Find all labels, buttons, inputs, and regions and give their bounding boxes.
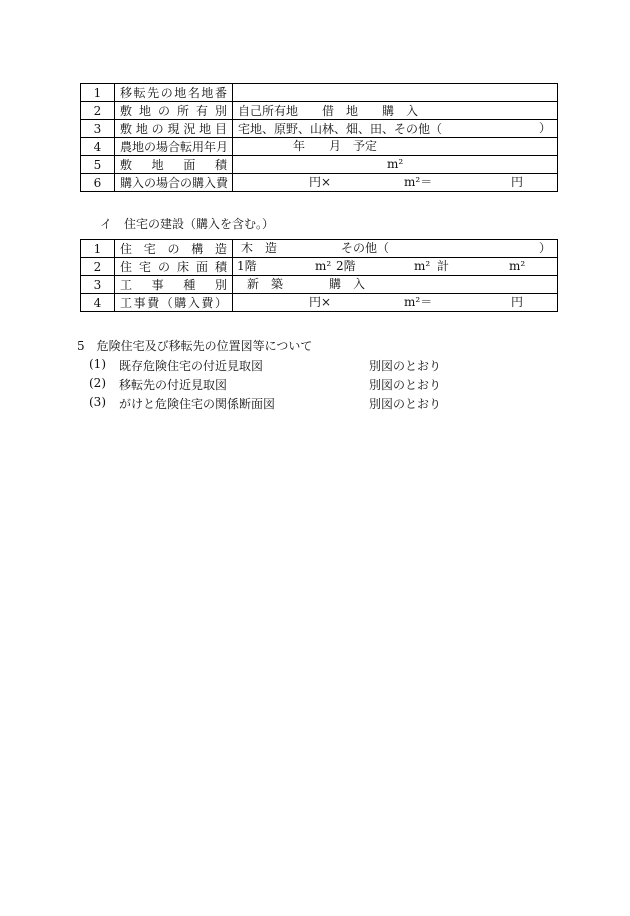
- item-label: 既存危険住宅の付近見取図: [119, 359, 264, 373]
- work-type-field[interactable]: [233, 276, 558, 294]
- section-5-title: 5 危険住宅及び移転先の位置図等について: [77, 339, 313, 353]
- row-number: 4: [81, 294, 115, 312]
- item-reference: 別図のとおり: [369, 397, 442, 411]
- land-category-options: 宅地、原野、山林、畑、田、その他（: [238, 121, 443, 136]
- other-option: その他（: [341, 241, 390, 255]
- table-row: [81, 156, 558, 174]
- construction-cost-field[interactable]: [233, 294, 558, 312]
- table-row: [81, 174, 558, 192]
- table-row: [81, 294, 558, 312]
- unit-m2: m²: [387, 157, 404, 171]
- table-row: [81, 138, 558, 156]
- table-row: [81, 258, 558, 276]
- item-number: (1): [89, 357, 106, 371]
- land-category-field[interactable]: [233, 120, 558, 138]
- row-label: 住宅の床面積: [115, 258, 233, 276]
- yen-unit: 円: [511, 175, 524, 189]
- ownership-options[interactable]: 自己所有地 借 地 購 入: [233, 102, 558, 120]
- table-row: [81, 120, 558, 138]
- m2-equals: m²＝: [404, 295, 433, 309]
- item-number: (3): [89, 395, 106, 409]
- row-label: 農地の場合転用年月: [115, 138, 233, 156]
- row-number: 1: [81, 84, 115, 102]
- row-number: 1: [81, 240, 115, 258]
- conversion-date-field[interactable]: [233, 138, 558, 156]
- row-label: 住宅の構造: [115, 240, 233, 258]
- house-construction-table: [80, 239, 558, 312]
- table-row: [81, 240, 558, 258]
- purchase-option: 購 入: [329, 277, 366, 291]
- row-number: 3: [81, 276, 115, 294]
- row-label: 敷地の所有別: [115, 102, 233, 120]
- row-number: 4: [81, 138, 115, 156]
- row-label: 移転先の地名地番: [115, 84, 233, 102]
- yen-times: 円×: [309, 175, 332, 189]
- first-floor-label: 1階: [237, 259, 257, 273]
- relocation-site-table: [80, 83, 558, 192]
- wooden-option: 木 造: [241, 241, 278, 255]
- item-label: 移転先の付近見取図: [119, 378, 228, 392]
- item-reference: 別図のとおり: [369, 359, 442, 373]
- yen-times: 円×: [309, 295, 332, 309]
- new-build-option: 新 築: [247, 277, 284, 291]
- site-area-field[interactable]: [233, 156, 558, 174]
- second-floor-label: 2階: [336, 259, 356, 273]
- unit-m2: m²: [315, 259, 332, 273]
- row-label: 工事費（購入費）: [115, 294, 233, 312]
- row-label: 工事種別: [115, 276, 233, 294]
- row-label: 敷地面積: [115, 156, 233, 174]
- row-label: 敷地の現況地目: [115, 120, 233, 138]
- item-label: がけと危険住宅の関係断面図: [119, 397, 276, 411]
- row-number: 5: [81, 156, 115, 174]
- item-number: (2): [89, 376, 106, 390]
- subsection-title: イ 住宅の建設（購入を含む。）: [100, 217, 275, 231]
- row-number: 6: [81, 174, 115, 192]
- closing-paren: ）: [538, 241, 551, 255]
- year-month-text: 年 月 予定: [293, 139, 378, 153]
- item-reference: 別図のとおり: [369, 378, 442, 392]
- table-row: [81, 102, 558, 120]
- row-number: 2: [81, 102, 115, 120]
- yen-unit: 円: [511, 295, 524, 309]
- row-label: 購入の場合の購入費: [115, 174, 233, 192]
- m2-equals: m²＝: [404, 175, 433, 189]
- site-address-field[interactable]: [233, 84, 558, 102]
- structure-field[interactable]: [233, 240, 558, 258]
- row-number: 2: [81, 258, 115, 276]
- floor-area-field[interactable]: [233, 258, 558, 276]
- purchase-cost-field[interactable]: [233, 174, 558, 192]
- table-row: [81, 276, 558, 294]
- total-label: 計: [437, 259, 450, 273]
- closing-paren: ）: [538, 121, 551, 135]
- table-row: [81, 84, 558, 102]
- unit-m2: m²: [509, 259, 526, 273]
- row-number: 3: [81, 120, 115, 138]
- unit-m2: m²: [414, 259, 431, 273]
